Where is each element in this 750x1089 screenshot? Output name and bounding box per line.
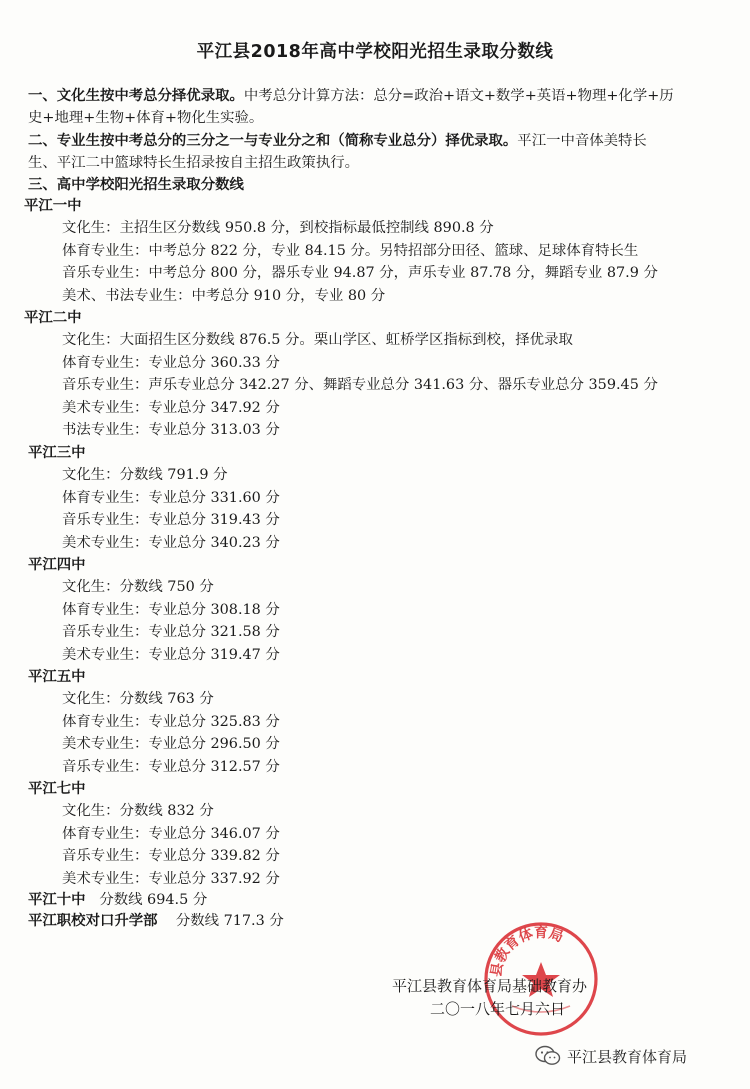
vocational-line: [28, 910, 728, 932]
signature-date: 二〇一八年七月六日: [430, 1000, 566, 1018]
score-line: 文化生：分数线 750 分: [62, 579, 214, 595]
school-name: 平江四中: [28, 557, 86, 573]
section2-line1: [28, 130, 728, 152]
score-line: 音乐专业生：声乐专业总分 342.27 分、舞蹈专业总分 341.63 分、器乐专业总分 359.45 分: [62, 377, 658, 393]
score-line: 音乐专业生：专业总分 319.43 分: [62, 512, 280, 528]
school10-score: 分数线 694.5 分: [99, 892, 208, 908]
score-line: 美术专业生：专业总分 347.92 分: [62, 400, 280, 416]
section3-heading: 三、高中学校阳光招生录取分数线: [28, 177, 244, 193]
wechat-icon: [535, 1045, 561, 1067]
score-line: 美术专业生：专业总分 337.92 分: [62, 871, 280, 887]
stamp-text: 县教育体育局: [488, 925, 566, 979]
score-line: 音乐专业生：专业总分 312.57 分: [62, 759, 280, 775]
score-line: 文化生：分数线 832 分: [62, 803, 214, 819]
section2-line2: 生、平江二中篮球特长生招录按自主招生政策执行。: [28, 155, 359, 171]
score-line: 美术专业生：专业总分 319.47 分: [62, 647, 280, 663]
score-line: 文化生：大面招生区分数线 876.5 分。栗山学区、虹桥学区指标到校，择优录取: [62, 332, 573, 348]
section1-heading: 一、文化生按中考总分择优录取。: [28, 88, 244, 104]
score-line: 体育专业生：专业总分 360.33 分: [62, 355, 280, 371]
score-line: 美术专业生：专业总分 296.50 分: [62, 736, 280, 752]
score-line: 体育专业生：专业总分 346.07 分: [62, 826, 280, 842]
document-title: 平江县2018年高中学校阳光招生录取分数线: [196, 42, 554, 62]
score-line: 音乐专业生：专业总分 321.58 分: [62, 624, 280, 640]
signature-org: 平江县教育体育局基础教育办: [392, 977, 588, 995]
section1-line1: [28, 85, 728, 107]
school-name: 平江一中: [24, 198, 82, 214]
score-line: 体育专业生：专业总分 325.83 分: [62, 714, 280, 730]
school10-line: [28, 889, 728, 911]
school-name: 平江二中: [24, 310, 82, 326]
score-line: 文化生：分数线 791.9 分: [62, 467, 228, 483]
score-line: 美术、书法专业生：中考总分 910 分，专业 80 分: [62, 288, 386, 304]
score-line: 音乐专业生：专业总分 339.82 分: [62, 848, 280, 864]
section2-heading: 二、专业生按中考总分的三分之一与专业分之和（简称专业总分）择优录取。: [28, 133, 518, 149]
score-line: 美术专业生：专业总分 340.23 分: [62, 535, 280, 551]
score-line: 书法专业生：专业总分 313.03 分: [62, 422, 280, 438]
score-line: 体育专业生：专业总分 331.60 分: [62, 490, 280, 506]
school-name: 平江三中: [28, 445, 86, 461]
score-line: 文化生：主招生区分数线 950.8 分，到校指标最低控制线 890.8 分: [62, 220, 494, 236]
score-line: 文化生：分数线 763 分: [62, 691, 214, 707]
wechat-account-name: 平江县教育体育局: [567, 1047, 688, 1066]
score-line: 体育专业生：中考总分 822 分，专业 84.15 分。另特招部分田径、篮球、足球体育特长生: [62, 243, 639, 259]
section1-line2: 史+地理+生物+体育+物化生实验。: [28, 110, 264, 126]
school-name: 平江五中: [28, 669, 86, 685]
section2-text-a: 平江一中音体美特长: [517, 133, 647, 149]
score-line: 体育专业生：专业总分 308.18 分: [62, 602, 280, 618]
svg-text:县教育体育局: [489, 924, 566, 978]
school-name: 平江七中: [28, 781, 86, 797]
school10-name: 平江十中: [28, 892, 86, 908]
wechat-footer: [535, 1045, 687, 1067]
section1-text-a: 中考总分计算方法：总分=政治+语文+数学+英语+物理+化学+历: [243, 88, 674, 104]
vocational-name: 平江职校对口升学部: [28, 913, 158, 929]
score-line: 音乐专业生：中考总分 800 分，器乐专业 94.87 分，声乐专业 87.78 分，舞蹈专业 87.9 分: [62, 265, 658, 281]
vocational-score: 分数线 717.3 分: [175, 913, 284, 929]
